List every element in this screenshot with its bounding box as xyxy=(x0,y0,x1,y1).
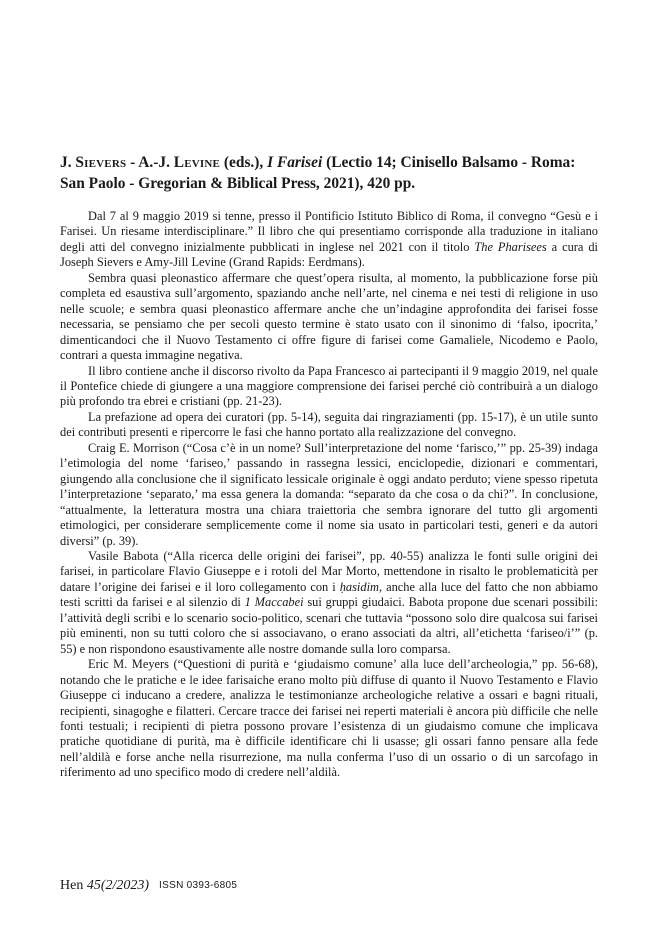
paragraph-6 xyxy=(60,549,598,657)
paragraph-text: , anche alla luce del fatto che non abbiamo testi scritti da farisei e al silenzio di xyxy=(60,579,598,610)
italic-term: ḥasidim xyxy=(339,579,379,594)
journal-issue: 45(2/2023) xyxy=(86,878,150,893)
paragraph-5 xyxy=(60,441,598,549)
paragraph-text: Vasile Babota (“Alla ricerca delle origini dei farisei”, pp. 40-55) analizza le fonti sulle origini dei farisei, in particolare Flavio Giuseppe e i rotoli del Mar Morto, mettendone in risalto le problematicità per datare l’origine dei farisei e il loro collegamento con i xyxy=(60,548,598,594)
paragraph-text: a cura di Joseph Sievers e Amy-Jill Levine (Grand Rapids: Eerdmans). xyxy=(60,239,598,270)
journal-issn: ISSN 0393-6805 xyxy=(159,880,238,891)
book-title: I Farisei xyxy=(267,154,323,171)
paragraph-7 xyxy=(60,657,598,781)
paragraph-3 xyxy=(60,364,598,410)
paragraph-4 xyxy=(60,410,598,441)
italic-book-title: 1 Maccabei xyxy=(244,595,304,610)
paragraph-text: Eric M. Meyers (“Questioni di purità e ‘giudaismo comune’ alla luce dell’archeologia,” pp. 56-68), notando che le pratiche e le idee farisaiche erano molto più diffuse di quanto il Nuovo Testamento e Flavio Giuseppe ci inducano a credere, analizza le testimonianze archeologiche relative a ossari e bagni rituali, recipienti, sinagoghe e filatteri. Cercare tracce dei farisei nei reperti materiali è ancora più difficile che nelle fonti testuali; i recipienti di pietra possono provare l’esistenza di un giudaismo comune che implicava pratiche quotidiane di purità, ma è difficile identificare chi li usasse; gli ossari fanno pensare alla fede nell’aldilà e forse anche nella risurrezione, ma nulla conferma l’uso di un ossario o di un sarcofago in riferimento ad uno specifico modo di credere nell’aldilà. xyxy=(60,657,598,780)
paragraph-text: Craig E. Morrison (“Cosa c’è in un nome? Sull’interpretazione del nome ‘farisco,’” pp. 25-39) indaga l’etimologia del nome ‘fariseo,’ passando in rassegna lessici, enciclopedie, dizionari e commentari, giungendo alla conclusione che il significato lessicale originale è oggi andato perduto; viene spesso ripetuta l’interpretazione ‘separato,’ ma essa genera la domanda: “separato da che cosa o da chi?”. In conclusione, “attualmente, la letteratura mostra una chiara traiettoria che sembra ignorare del tutto gli argomenti etimologici, per considerare semplicemente come il nome sia usato in particolari testi, generi e da autori diversi” (p. 39). xyxy=(60,440,598,548)
paragraph-text: Il libro contiene anche il discorso rivolto da Papa Francesco ai partecipanti il 9 maggio 2019, nel quale il Pontefice chiede di giungere a una maggiore comprensione dei farisei perché ciò contribuirà a un dialogo più profondo tra ebrei e cristiani (pp. 21-23). xyxy=(60,363,598,409)
author1-initial: J. xyxy=(60,154,76,171)
book-title-english: The Pharisees xyxy=(474,239,547,254)
review-heading xyxy=(60,152,595,194)
paragraph-text: Dal 7 al 9 maggio 2019 si tenne, presso il Pontificio Istituto Biblico di Roma, il convegno “Gesù e i Farisei. Un riesame interdisciplinare.” Il libro che qui presentiamo corrisponde alla traduzione in italiano degli atti del convegno inizialmente pubblicati in inglese nel 2021 con il titolo xyxy=(60,209,598,254)
paragraph-text: sui gruppi giudaici. Babota propone due scenari possibili: l’attività degli scribi e lo scenario socio-politico, scenari che tuttavia “possono solo dire qualcosa sui farisei più eminenti, non su tutti coloro che si associavano, o erano associati da altri, all’etichetta ‘fariseo/i’” (p. 55) e non rispondono esaustivamente alle nostre domande sulla loro comparsa. xyxy=(60,595,599,656)
author-separator: - A.-J. xyxy=(126,154,174,171)
review-body xyxy=(60,209,598,781)
paragraph-text: La prefazione ad opera dei curatori (pp. 5-14), seguita dai ringraziamenti (pp. 15-17), è un utile sunto dei contributi presenti e ripercorre le fasi che hanno portato alla realizzazione del convegno. xyxy=(60,409,598,440)
paragraph-1 xyxy=(60,209,598,271)
author2-name: Levine xyxy=(173,154,221,171)
publication-info: (Lectio 14; Cinisello Balsamo - Roma: San Paolo - Gregorian & Biblical Press, 2021), 420 pp. xyxy=(60,154,576,192)
author1-name: Sievers xyxy=(75,154,127,171)
editors-label: (eds.), xyxy=(220,154,268,171)
paragraph-2 xyxy=(60,271,598,364)
journal-footer xyxy=(60,877,237,895)
journal-name: Hen xyxy=(60,878,87,893)
paragraph-text: Sembra quasi pleonastico affermare che quest’opera risulta, al momento, la pubblicazione forse più completa ed esaustiva sull’argomento, spaziando anche nell’arte, nel cinema e nei testi di religione in uso nelle scuole; e sembra quasi pleonastico affermare anche che un’indagine approfondita dei farisei fosse necessaria, se pensiamo che per secoli questo termine è stato usato con il sinonimo di ‘falso, ipocrita,’ dimenticandoci che il Nuovo Testamento ci offre figure di farisei come Gamaliele, Nicodemo e Paolo, contrari a questa immagine negativa. xyxy=(60,270,598,363)
